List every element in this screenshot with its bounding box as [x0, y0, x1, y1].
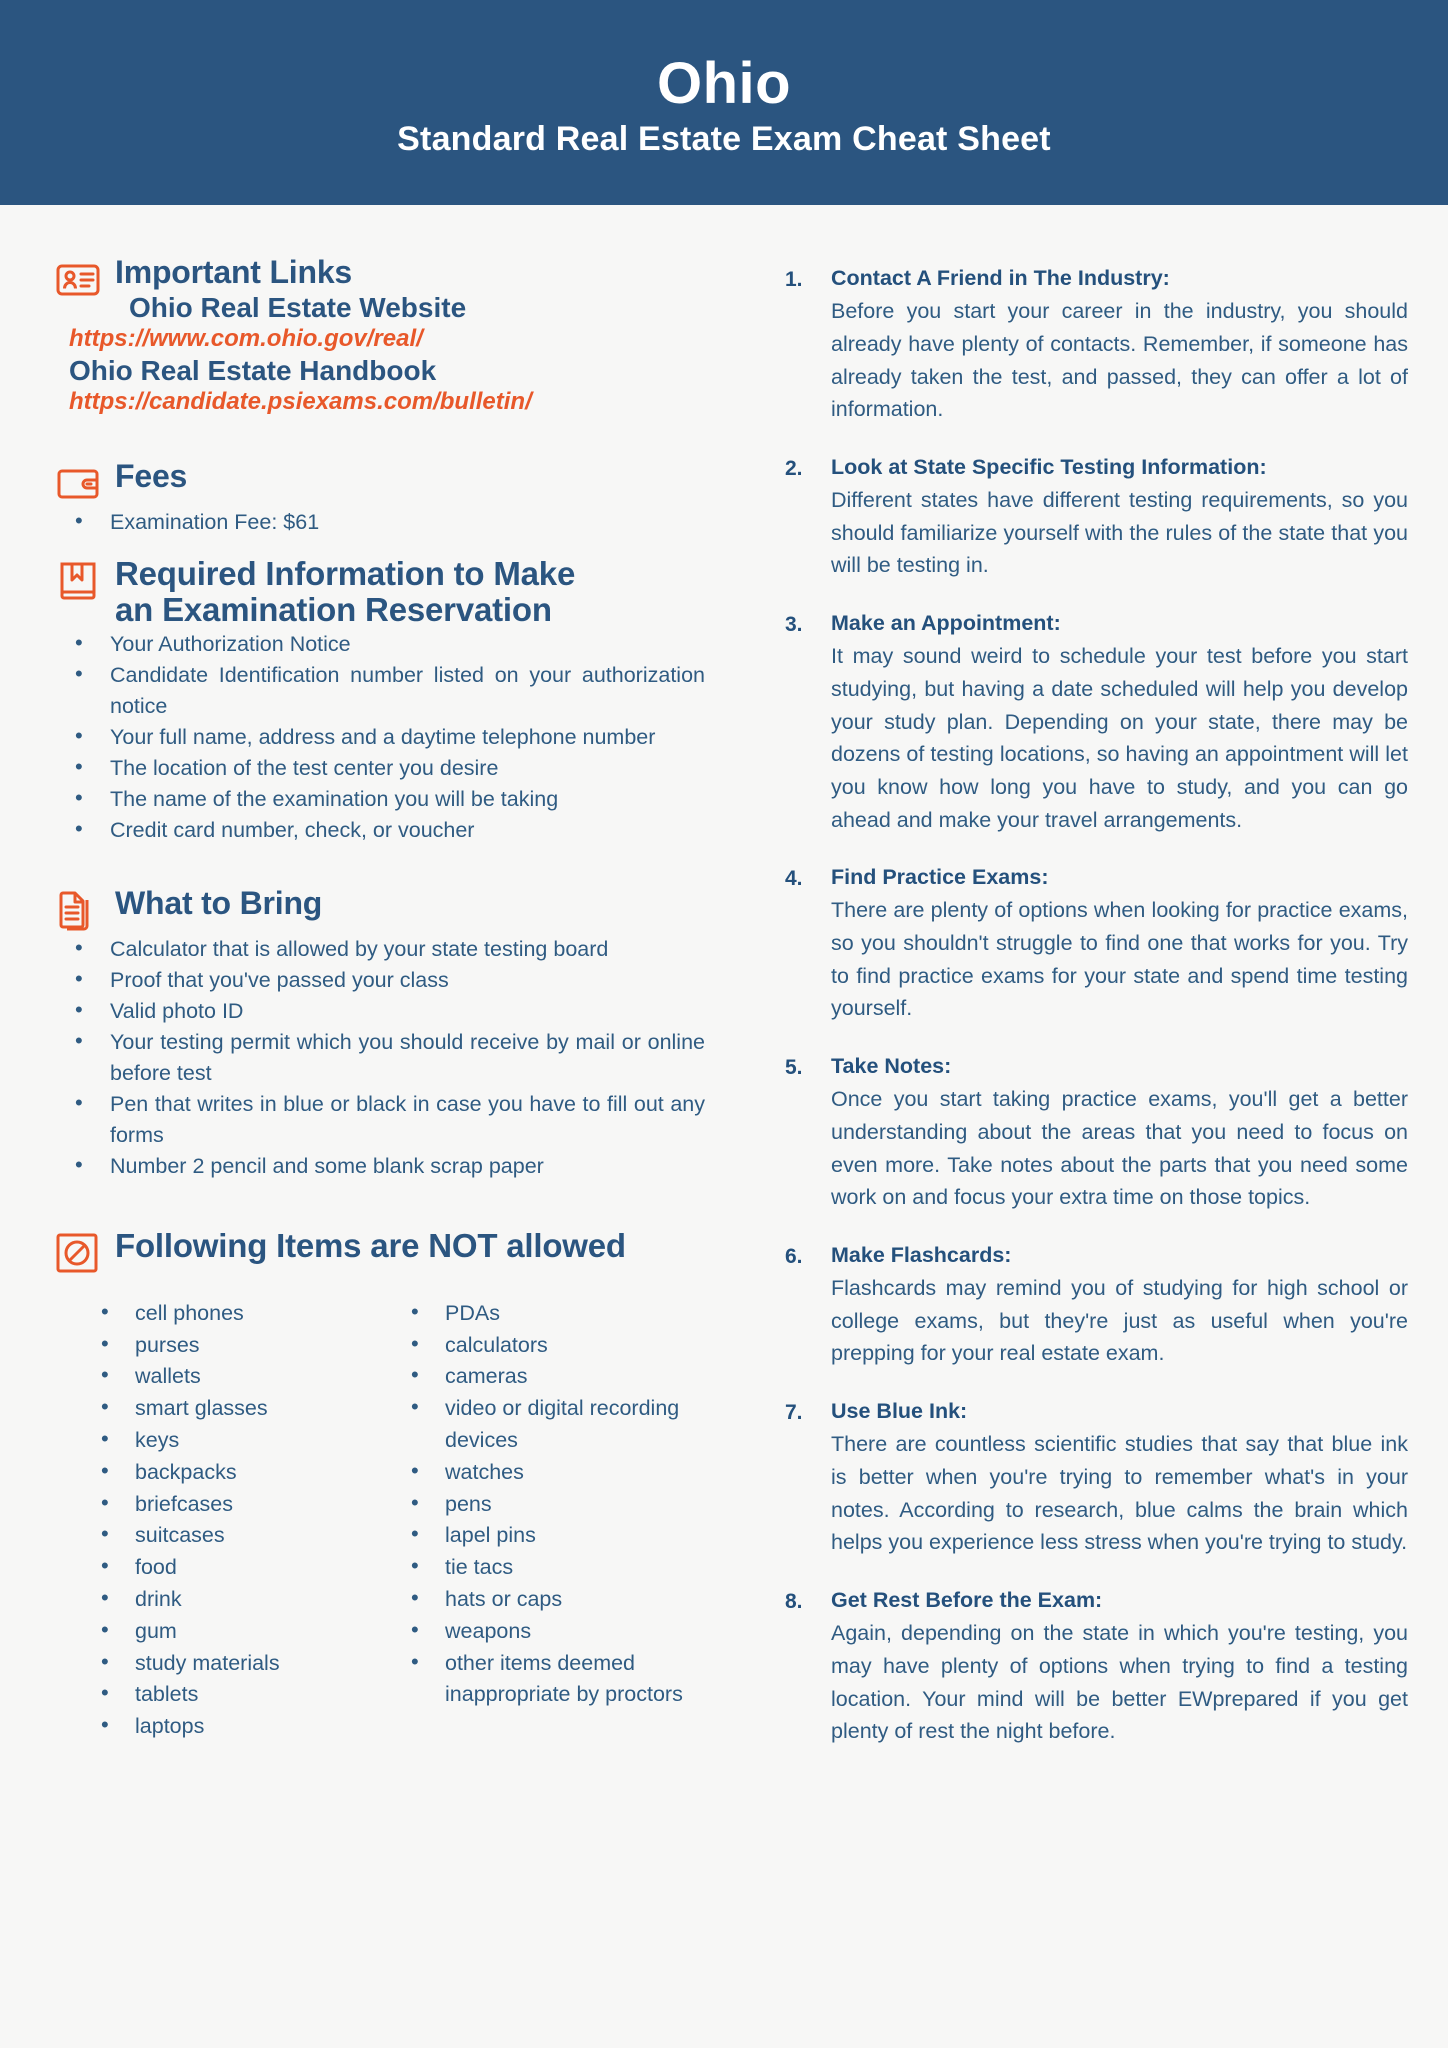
- list-item: • The location of the test center you desire: [55, 753, 705, 784]
- list-item: • Valid photo ID: [55, 996, 705, 1027]
- tip-text: Before you start your career in the industry, you should already have plenty of contacts. Remember, if someone has already taken the test, and passed, they can offer a lot of information.: [831, 299, 1408, 422]
- required-information-header: [55, 556, 705, 630]
- tip-title: Make Flashcards:: [831, 1242, 1012, 1267]
- list-item: • weapons: [395, 1616, 705, 1648]
- tip-body: [831, 263, 1408, 426]
- list-item: • gum: [85, 1616, 395, 1648]
- tip-text: There are plenty of options when looking for practice exams, so you shouldn't struggle to find one that works for you. Try to find practice exams for your state and spend time testing yourself.: [831, 898, 1408, 1021]
- tip-title: Get Rest Before the Exam:: [831, 1588, 1103, 1613]
- important-links-titles: [115, 255, 705, 324]
- list-item: • Examination Fee: $61: [55, 507, 705, 538]
- tip-text: It may sound weird to schedule your test before you start studying, but having a date scheduled will help you develop your study plan. Depending on your state, there may be dozens of testing locations, so having an appointment will let you know how long you have to study, and you can go ahead and make your travel arrangements.: [831, 644, 1408, 832]
- list-item: • smart glasses: [85, 1393, 395, 1425]
- list-item: • Your testing permit which you should receive by mail or online before test: [55, 1027, 705, 1089]
- list-item: • PDAs: [395, 1298, 705, 1330]
- tip-number: 1.: [785, 268, 803, 291]
- document-icon: [55, 888, 101, 934]
- page-content: [0, 205, 1448, 1774]
- section-fees: [55, 459, 705, 538]
- tip-title: Look at State Specific Testing Information:: [831, 454, 1267, 479]
- tip-item-4: [785, 862, 1408, 1025]
- page-title: Ohio: [656, 51, 792, 117]
- required-information-title-line2: an Examination Reservation: [115, 591, 552, 629]
- spacer: [55, 1182, 705, 1228]
- tip-body: [831, 608, 1408, 836]
- list-item: • Pen that writes in blue or black in case you have to fill out any forms: [55, 1089, 705, 1151]
- list-item: • tie tacs: [395, 1552, 705, 1584]
- id-card-icon: [55, 257, 101, 303]
- not-allowed-column-right: [395, 1298, 705, 1743]
- tip-title: Use Blue Ink:: [831, 1399, 968, 1424]
- tip-text: Flashcards may remind you of studying for high school or college exams, but they're just as useful when you're prepping for your real estate exam.: [831, 1276, 1408, 1366]
- wallet-icon: [55, 461, 101, 507]
- tip-title: Take Notes:: [831, 1054, 952, 1079]
- required-information-title-line1: Required Information to Make: [115, 554, 576, 592]
- tip-title: Make an Appointment:: [831, 611, 1061, 636]
- list-item: • The name of the examination you will be taking: [55, 784, 705, 815]
- tip-item-2: [785, 452, 1408, 582]
- list-item: • lapel pins: [395, 1520, 705, 1552]
- list-item: • Number 2 pencil and some blank scrap paper: [55, 1151, 705, 1182]
- list-item: • cell phones: [85, 1298, 395, 1330]
- required-information-list: [55, 629, 705, 846]
- left-column: [55, 255, 705, 1774]
- fees-title: Fees: [115, 457, 188, 494]
- tip-item-6: [785, 1240, 1408, 1370]
- fees-header: [55, 459, 705, 507]
- required-information-titles: [115, 556, 705, 630]
- list-item: • Your full name, address and a daytime telephone number: [55, 722, 705, 753]
- list-item: • study materials: [85, 1648, 395, 1680]
- list-item: • laptops: [85, 1711, 395, 1743]
- list-item: • video or digital recording devices: [395, 1393, 705, 1457]
- tip-number: 6.: [785, 1244, 803, 1268]
- section-what-to-bring: [55, 886, 705, 1182]
- tip-body: [831, 1585, 1408, 1748]
- page-subtitle: Standard Real Estate Exam Cheat Sheet: [397, 120, 1051, 159]
- not-allowed-columns: [55, 1298, 705, 1743]
- not-allowed-column-left: [85, 1298, 395, 1743]
- spacer: [55, 538, 705, 556]
- list-item: • Proof that you've passed your class: [55, 965, 705, 996]
- tip-number: 4.: [785, 867, 803, 891]
- tip-item-1: [785, 263, 1408, 426]
- page-header: [0, 0, 1448, 205]
- list-item: • suitcases: [85, 1520, 395, 1552]
- prohibited-icon: [55, 1230, 101, 1276]
- section-required-information: [55, 556, 705, 847]
- tip-text: There are countless scientific studies that say that blue ink is better when you're trying to remember what's in your notes. According to research, blue calms the brain which helps you experience less stress when you're trying to study.: [831, 1432, 1408, 1555]
- what-to-bring-titles: [115, 886, 705, 922]
- list-item: • Calculator that is allowed by your state testing board: [55, 934, 705, 965]
- list-item: • other items deemed inappropriate by proctors: [395, 1648, 705, 1712]
- not-allowed-header: [55, 1228, 705, 1276]
- tip-body: [831, 1396, 1408, 1559]
- tip-title: Find Practice Exams:: [831, 865, 1049, 890]
- tip-text: Once you start taking practice exams, you'll get a better understanding about the areas that you need to focus on even more. Take notes about the parts that you need some work on and focus your extra time on those topics.: [831, 1087, 1408, 1210]
- tip-item-7: [785, 1396, 1408, 1559]
- tip-body: [831, 1240, 1408, 1370]
- tip-item-5: [785, 1051, 1408, 1214]
- link-url-handbook[interactable]: https://candidate.psiexams.com/bulletin/: [69, 388, 532, 416]
- list-item: • pens: [395, 1489, 705, 1521]
- tip-number: 2.: [785, 456, 803, 480]
- what-to-bring-list: [55, 934, 705, 1182]
- list-item: • briefcases: [85, 1489, 395, 1521]
- link-label-handbook: Ohio Real Estate Handbook: [69, 354, 437, 386]
- list-item: • keys: [85, 1425, 395, 1457]
- tip-number: 3.: [785, 613, 803, 637]
- not-allowed-titles: [115, 1228, 705, 1265]
- tip-text: Again, depending on the state in which you're testing, you may have plenty of options when trying to find a testing location. Your mind will be better EWprepared if you get plenty of rest the night before.: [831, 1621, 1408, 1744]
- not-allowed-list-right: [395, 1298, 705, 1712]
- list-item: • Candidate Identification number listed on your authorization notice: [55, 660, 705, 722]
- list-item: • cameras: [395, 1361, 705, 1393]
- tip-number: 8.: [785, 1590, 803, 1614]
- what-to-bring-header: [55, 886, 705, 934]
- list-item: • drink: [85, 1584, 395, 1616]
- tip-text: Different states have different testing requirements, so you should familiarize yourself with the rules of the state that you will be testing in.: [831, 488, 1408, 578]
- fees-list: [55, 507, 705, 538]
- important-links-title: Important Links: [115, 254, 353, 290]
- list-item: • Your Authorization Notice: [55, 629, 705, 660]
- link-label-website: Ohio Real Estate Website: [129, 291, 467, 323]
- link-url-website[interactable]: https://www.com.ohio.gov/real/: [69, 325, 423, 353]
- list-item: • backpacks: [85, 1457, 395, 1489]
- list-item: • calculators: [395, 1330, 705, 1362]
- section-not-allowed: [55, 1228, 705, 1743]
- what-to-bring-title: What to Bring: [115, 885, 323, 922]
- list-item: • hats or caps: [395, 1584, 705, 1616]
- tip-item-8: [785, 1585, 1408, 1748]
- tip-body: [831, 1051, 1408, 1214]
- not-allowed-title: Following Items are NOT allowed: [115, 1226, 626, 1264]
- list-item: • Credit card number, check, or voucher: [55, 815, 705, 846]
- spacer: [55, 846, 705, 886]
- spacer: [55, 417, 705, 459]
- not-allowed-list-left: [85, 1298, 395, 1743]
- tip-number: 7.: [785, 1401, 803, 1425]
- tip-number: 5.: [785, 1056, 803, 1080]
- right-column: [705, 255, 1408, 1774]
- section-important-links: [55, 255, 705, 417]
- tip-body: [831, 452, 1408, 582]
- fees-titles: [115, 459, 705, 495]
- list-item: • food: [85, 1552, 395, 1584]
- list-item: • watches: [395, 1457, 705, 1489]
- list-item: • wallets: [85, 1361, 395, 1393]
- tip-title: Contact A Friend in The Industry:: [831, 266, 1170, 290]
- important-links-header: [55, 255, 705, 324]
- list-item: • purses: [85, 1330, 395, 1362]
- tip-body: [831, 862, 1408, 1025]
- book-icon: [55, 558, 101, 604]
- tip-item-3: [785, 608, 1408, 836]
- list-item: • tablets: [85, 1679, 395, 1711]
